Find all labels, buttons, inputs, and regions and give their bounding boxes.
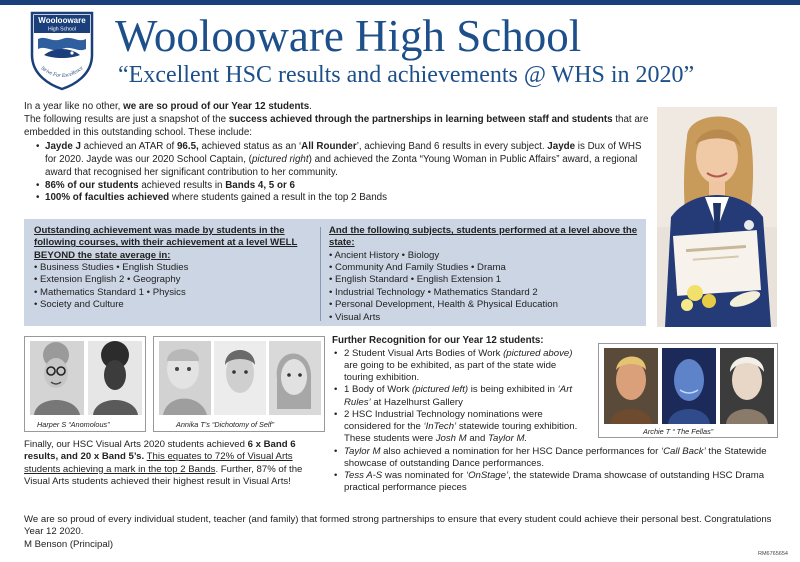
crest-motto: Strive For Excellence (39, 65, 85, 80)
beyond-state-row: • Society and Culture (34, 299, 124, 311)
beyond-state-row: • Business Studies • English Studies (34, 261, 189, 273)
beyond-state-row: • Extension English 2 • Geography (34, 274, 181, 286)
closing-paragraph: We are so proud of every individual student, teacher (and family) that formed strong partnerships to ensure that every student could achieve their personal best. Congratulations Year 12 2020. (24, 514, 772, 538)
above-state-row: • Visual Arts (329, 311, 381, 323)
closing-section (24, 514, 784, 551)
intro-paragraph-2: The following results are just a snapshot of the success achieved through the partnerships in learning between staff and students that are embedded in this outstanding school. These include: (24, 113, 649, 138)
artwork-annika (153, 336, 325, 432)
highlight-faculties: • 100% of faculties achieved where students gained a result in the top 2 Bands (36, 192, 649, 205)
top-rule (0, 0, 800, 5)
recognition-item: • 2 HSC Industrial Technology nominations were considered for the ‘InTech’ statewide touring exhibition. These students were Josh M and Taylor M. (332, 409, 582, 446)
principal-signature: M Benson (Principal) (24, 538, 114, 550)
recognition-item: • Tess A-S was nominated for ‘OnStage’, the statewide Drama showcase of outstanding HSC Drama practical performance pieces (332, 470, 780, 495)
artwork-caption-annika: Annika T’s “Dichotomy of Self” (176, 420, 275, 429)
artwork-caption-harper: Harper S “Anomolous” (37, 420, 110, 429)
above-state-row: • Community And Family Studies • Drama (329, 262, 506, 273)
above-state-column (329, 225, 639, 324)
page-subtitle: “Excellent HSC results and achievements @ WHS in 2020” (118, 62, 695, 88)
crest-name: Woolooware (38, 16, 86, 25)
beyond-state-column (34, 225, 319, 312)
beyond-state-heading: Outstanding achievement was made by students in the following courses, with their achievement at a level WELL BEYOND the state average in: (34, 225, 298, 261)
reference-code: RM6765654 (758, 551, 788, 557)
recognition-list (332, 348, 780, 495)
student-photo (657, 107, 777, 327)
intro-paragraph-1: In a year like no other, we are so proud of our Year 12 students. (24, 101, 312, 112)
subjects-panel (24, 219, 646, 326)
highlight-bands: • 86% of our students achieved results in Bands 4, 5 or 6 (36, 180, 649, 193)
school-crest (30, 11, 94, 91)
further-recognition-section (332, 335, 780, 495)
artwork-harper (24, 336, 146, 432)
crest-subname: High School (48, 26, 76, 33)
highlight-jayde: • Jayde J achieved an ATAR of 96.5, achieved status as an ‘All Rounder’, achieving Band 6 results in every subject. Jayde is Dux of WHS for 2020. Jayde was our 2020 School Captain, (pictured right) and achieved the Zonta “Young Woman in Public Affairs” award, a regional award that recognised her significant contribution to her community. (36, 141, 649, 180)
visual-arts-paragraph: Finally, our HSC Visual Arts 2020 students achieved 6 x Band 6 results, and 20 x Band 5’s. This equates to 72% of Visual Arts students achieving a mark in the top 2 Bands. Further, 87% of the Visual Arts students achieved their highest result in Visual Arts! (24, 439, 303, 488)
page-title: Woolooware High School (115, 11, 582, 61)
recognition-item: • 2 Student Visual Arts Bodies of Work (pictured above) are going to be exhibited, as part of the state wide touring exhibition. (332, 348, 582, 385)
recognition-heading: Further Recognition for our Year 12 students: (332, 335, 544, 346)
above-state-row: • Personal Development, Health & Physical Education (329, 299, 558, 311)
above-state-row: • English Standard • English Extension 1 (329, 274, 502, 286)
above-state-heading: And the following subjects, students performed at a level above the state: (329, 225, 638, 249)
recognition-item: • 1 Body of Work (pictured left) is being exhibited in ‘Art Rules’ at Hazelhurst Gallery (332, 384, 582, 409)
beyond-state-row: • Mathematics Standard 1 • Physics (34, 286, 186, 298)
intro-section (24, 101, 649, 205)
panel-divider (320, 227, 321, 321)
artwork-caption-archie: Archie T “ The Fellas” (643, 427, 714, 436)
highlights-list (36, 141, 649, 206)
above-state-row: • Ancient History • Biology (329, 249, 440, 261)
recognition-item: • Taylor M also achieved a nomination for her HSC Dance performances for ‘Call Back’ the Statewide showcase of outstanding Dance performances. (332, 446, 780, 471)
above-state-row: • Industrial Technology • Mathematics Standard 2 (329, 286, 538, 298)
